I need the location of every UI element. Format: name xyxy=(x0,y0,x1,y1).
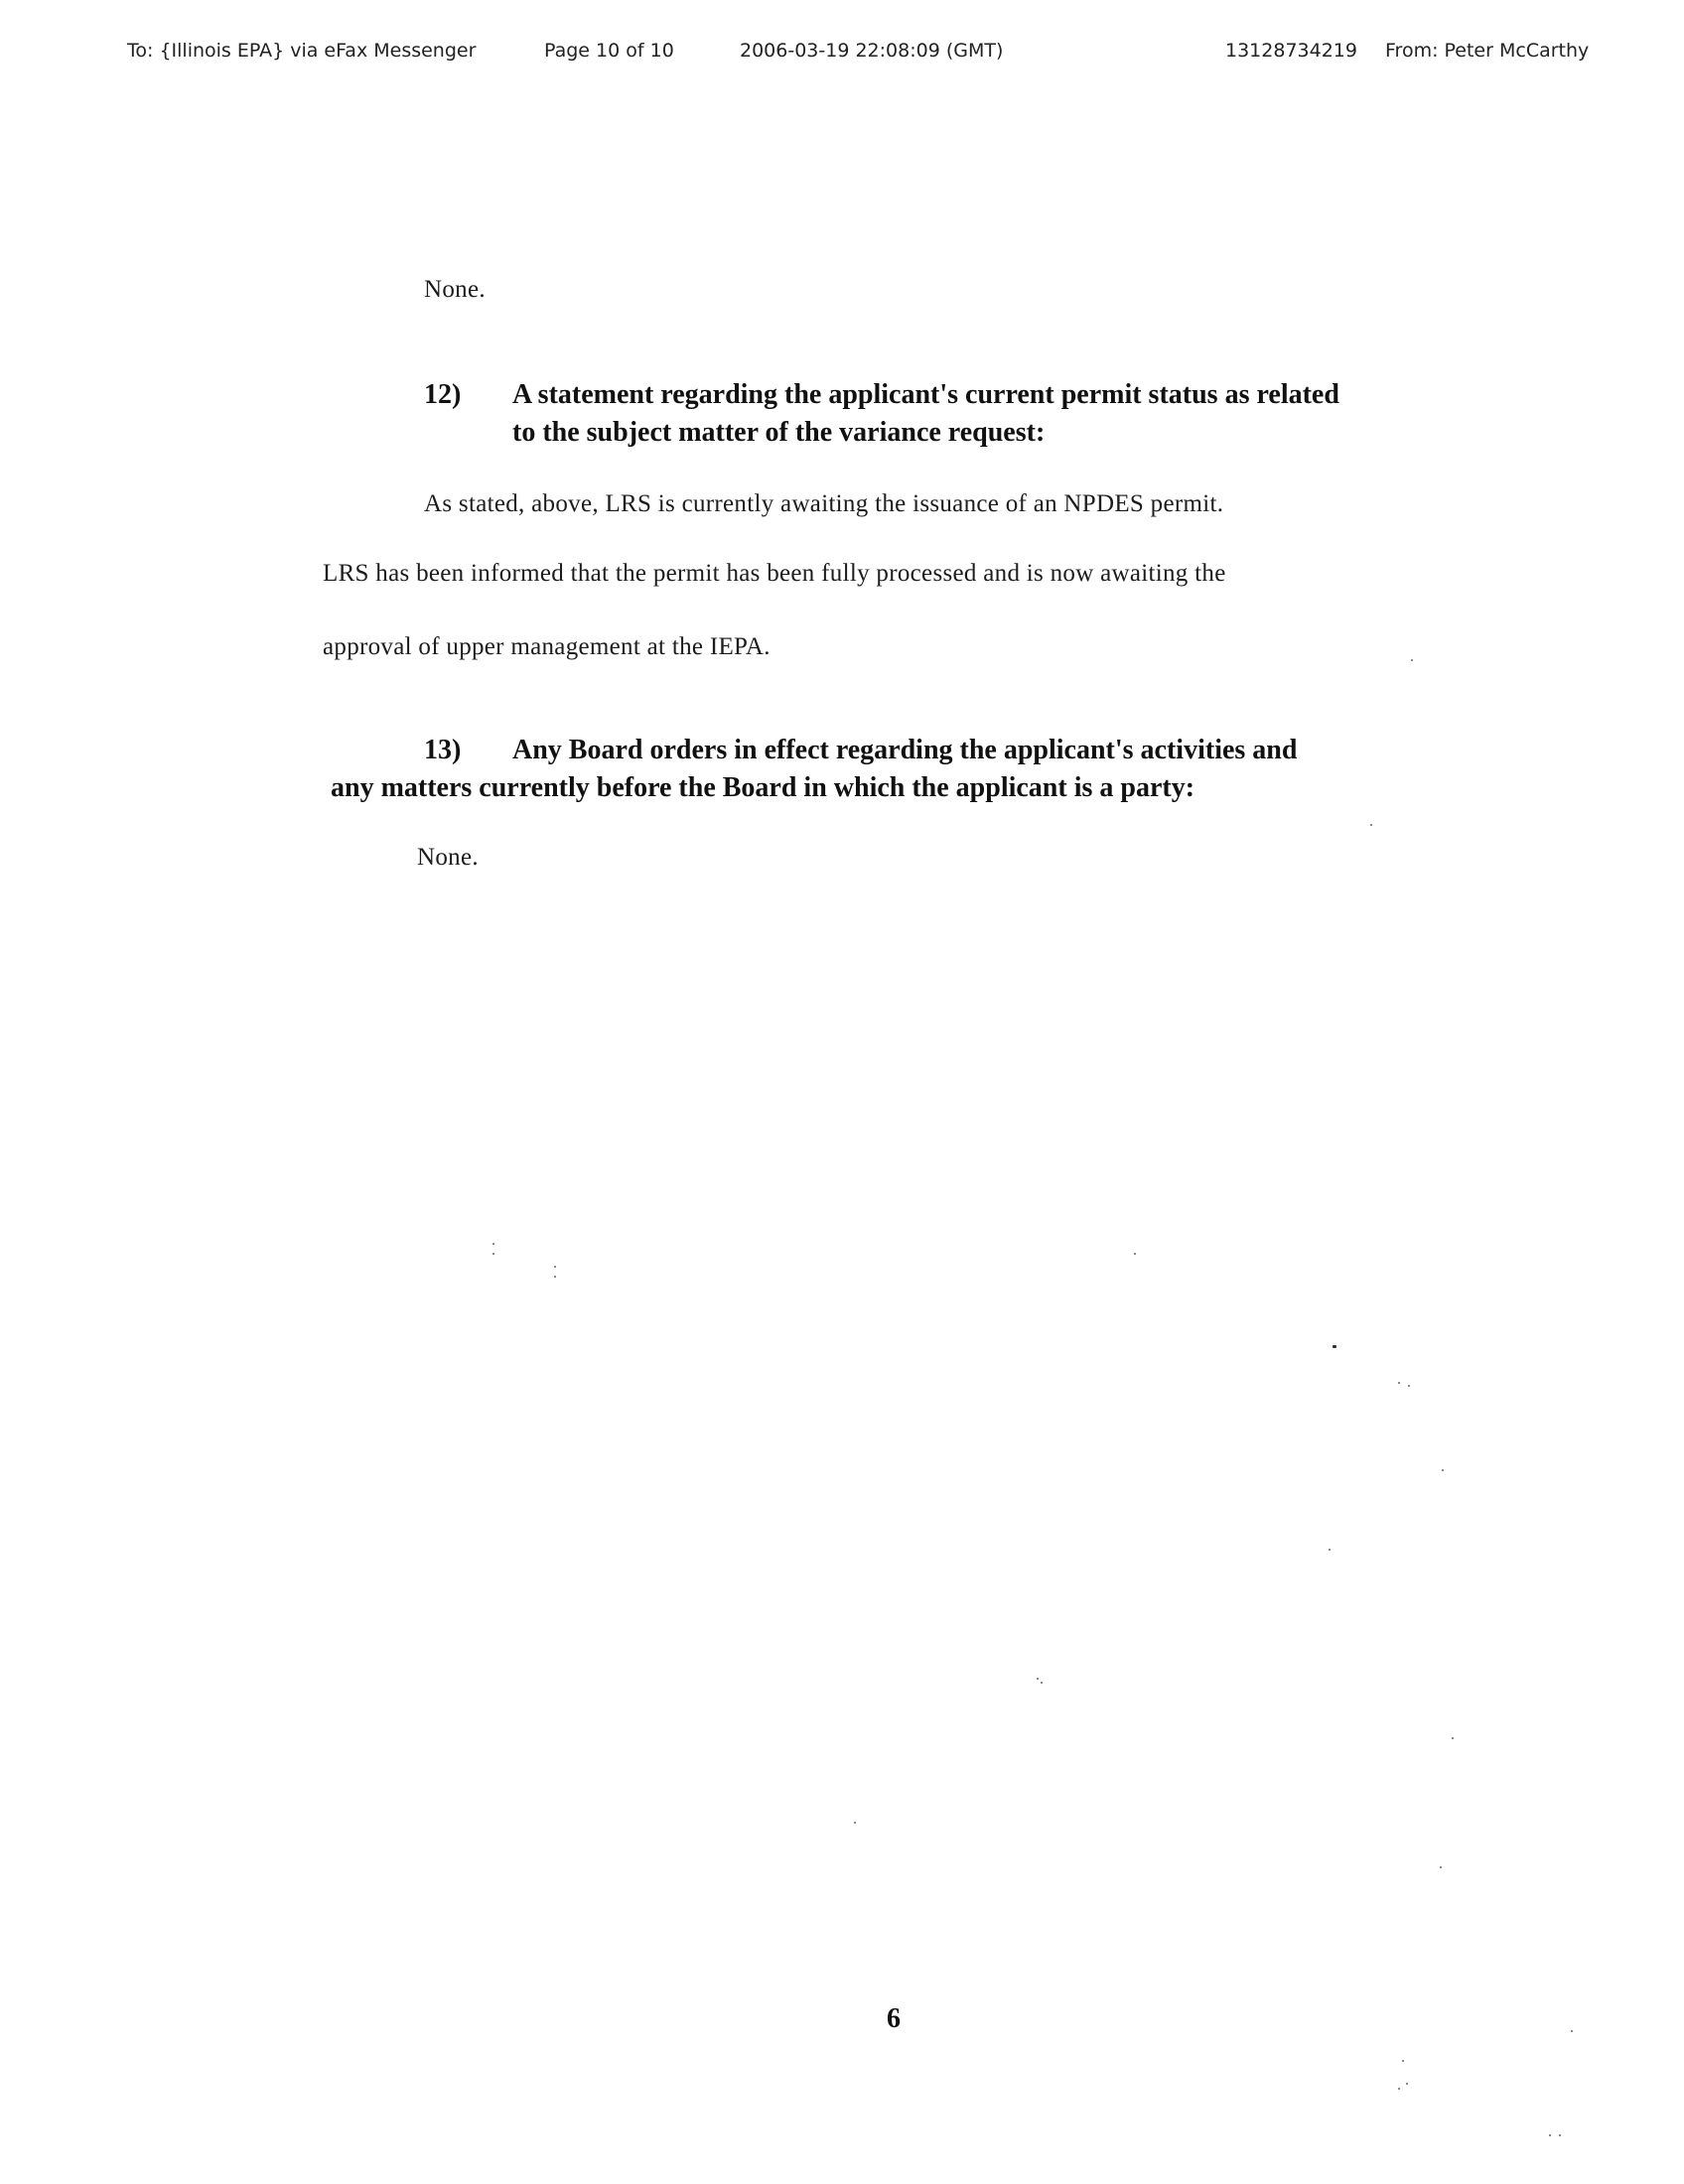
fax-header xyxy=(0,40,1684,69)
section-12-heading-line2: to the subject matter of the variance request: xyxy=(512,417,1046,448)
fax-sender: From: Peter McCarthy xyxy=(1385,40,1590,62)
section-13-number: 13) xyxy=(424,735,462,765)
none-answer-2: None. xyxy=(417,844,479,871)
fax-timestamp: 2006-03-19 22:08:09 (GMT) xyxy=(740,40,1004,62)
page-number: 6 xyxy=(887,2003,901,2034)
section-12-para-line1: As stated, above, LRS is currently awaiting the issuance of an NPDES permit. xyxy=(424,490,1224,517)
fax-recipient: To: {Illinois EPA} via eFax Messenger xyxy=(127,40,477,62)
section-12-heading-line1: A statement regarding the applicant's current permit status as related xyxy=(512,379,1339,410)
none-answer-1: None. xyxy=(424,276,486,303)
section-13-heading-line1: Any Board orders in effect regarding the applicant's activities and xyxy=(512,735,1298,765)
section-12-number: 12) xyxy=(424,379,462,410)
section-12-para-line3: approval of upper management at the IEPA. xyxy=(323,633,771,660)
section-12-para-line2: LRS has been informed that the permit has been fully processed and is now awaiting the xyxy=(323,560,1226,587)
fax-page-count: Page 10 of 10 xyxy=(544,40,674,62)
section-13-heading-line2: any matters currently before the Board in which the applicant is a party: xyxy=(331,772,1195,803)
fax-number: 13128734219 xyxy=(1225,40,1357,62)
